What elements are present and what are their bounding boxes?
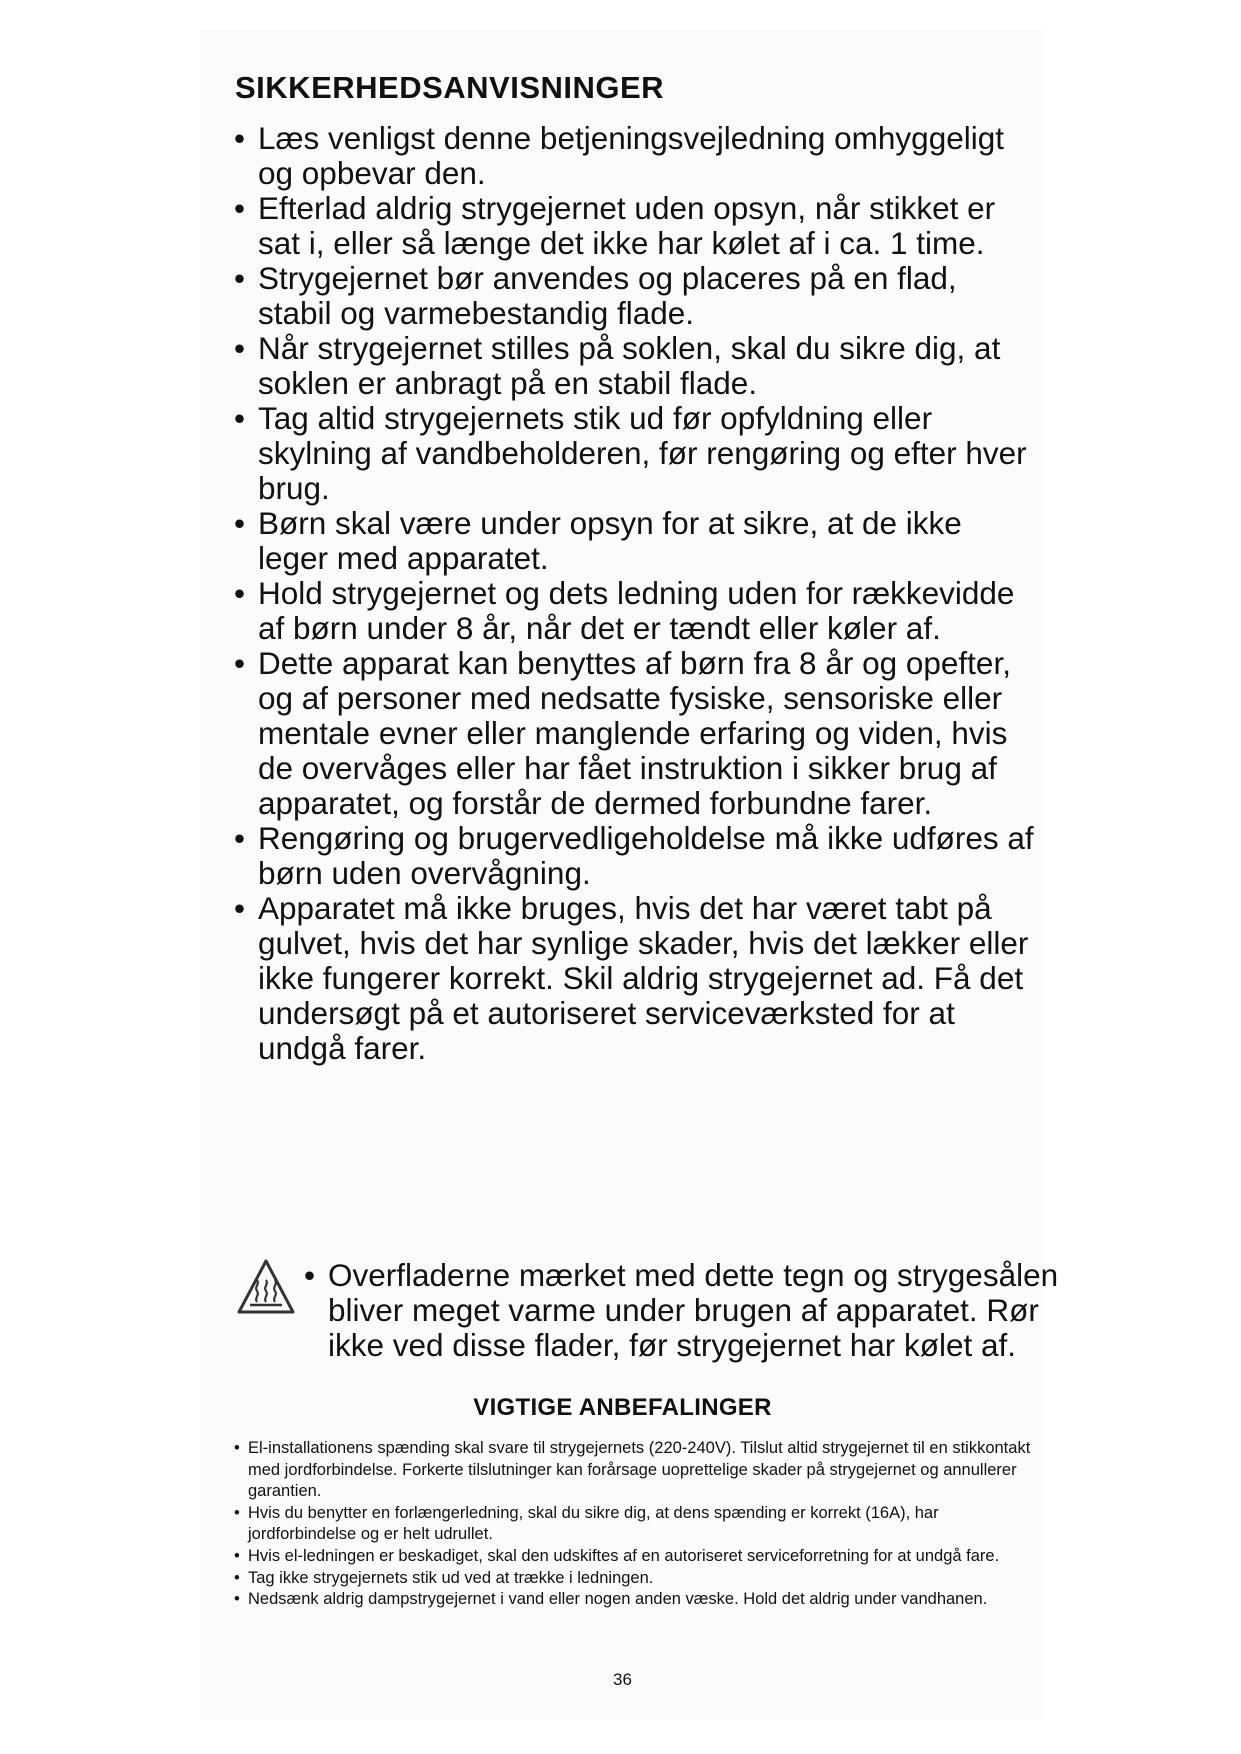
safety-item: • Børn skal være under opsyn for at sikre, at de ikke leger med apparatet. [234, 506, 1034, 576]
safety-item: • Efterlad aldrig strygejernet uden opsyn, når stikket er sat i, eller så længe det ikke har kølet af i ca. 1 time. [234, 191, 1034, 261]
recommendation-item: • Tag ikke strygejernets stik ud ved at trække i ledningen. [234, 1568, 1034, 1590]
safety-item: • Hold strygejernet og dets ledning uden for rækkevidde af børn under 8 år, når det er tændt eller køler af. [234, 576, 1034, 646]
safety-item: • Læs venligst denne betjeningsvejledning omhyggeligt og opbevar den. [234, 121, 1034, 191]
safety-list [234, 121, 1034, 1066]
safety-item: • Dette apparat kan benyttes af børn fra 8 år og opefter, og af personer med nedsatte fysiske, sensoriske eller mentale evner eller manglende erfaring og viden, hvis de overvåges eller har fået instruktion i sikker brug af apparatet, og forstår de dermed forbundne farer. [234, 646, 1034, 821]
page-title: SIKKERHEDSANVISNINGER [235, 70, 665, 105]
recommendation-item: • Nedsænk aldrig dampstrygejernet i vand eller nogen anden væske. Hold det aldrig under vandhanen. [234, 1589, 1034, 1611]
hot-surface-note [236, 1257, 1059, 1408]
safety-item: • Når strygejernet stilles på soklen, skal du sikre dig, at soklen er anbragt på en stabil flade. [234, 331, 1034, 401]
safety-item: • Rengøring og brugervedligeholdelse må ikke udføres af børn uden overvågning. [234, 821, 1034, 891]
section-subtitle: VIGTIGE ANBEFALINGER [473, 1394, 772, 1421]
hot-surface-text: • Overfladerne mærket med dette tegn og strygesålen bliver meget varme under brugen af apparatet. Rør ikke ved disse flader, før strygejernet har kølet af. [304, 1258, 1068, 1363]
safety-item: • Strygejernet bør anvendes og placeres på en flad, stabil og varmebestandig flade. [234, 261, 1034, 331]
recommendations-list [234, 1438, 1034, 1611]
hot-surface-warning-icon [236, 1258, 296, 1316]
recommendation-item: • Hvis el-ledningen er beskadiget, skal den udskiftes af en autoriseret serviceforretning for at undgå fare. [234, 1546, 1034, 1568]
safety-item: • Apparatet må ikke bruges, hvis det har været tabt på gulvet, hvis det har synlige skader, hvis det lækker eller ikke fungerer korrekt. Skil aldrig strygejernet ad. Få det undersøgt på et autoriseret serviceværksted for at undgå farer. [234, 891, 1034, 1066]
recommendation-item: • Hvis du benytter en forlængerledning, skal du sikre dig, at dens spænding er korrekt (16A), har jordforbindelse og er helt udrullet. [234, 1503, 1034, 1546]
safety-item: • Tag altid strygejernets stik ud før opfyldning eller skylning af vandbeholderen, før rengøring og efter hver brug. [234, 401, 1034, 506]
page-number: 36 [613, 1670, 632, 1689]
recommendation-item: • El-installationens spænding skal svare til strygejernets (220-240V). Tilslut altid strygejernet til en stikkontakt med jordforbindelse. Forkerte tilslutninger kan forårsage uoprettelige skader på strygejernet og annullerer garantien. [234, 1438, 1034, 1503]
